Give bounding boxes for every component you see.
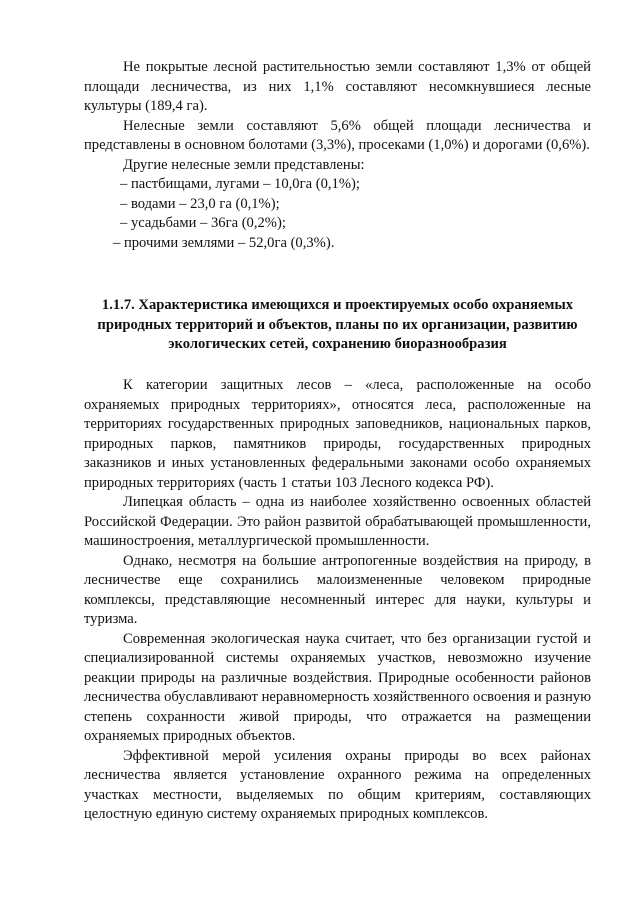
top-section: [84, 58, 591, 253]
paragraph-nonforest-land: Нелесные земли составляют 5,6% общей площади лесничества и представлены в основном болотами (3,3%), просеками (1,0%) и дорогами (0,6%).: [84, 117, 591, 153]
list-item-pastures: – пастбищами, лугами – 10,0га (0,1%);: [120, 176, 360, 192]
paragraph-protection-measure: Эффективной мерой усиления охраны природы во всех районах лесничества является установление охранного режима на определенных участках местности, выделяемых по общим критериям, составляющих целостную единую систему охраняемых природных комплексов.: [84, 747, 591, 822]
list-item-other-lands: – прочими землями – 52,0га (0,3%).: [113, 234, 335, 251]
list-item-homesteads: – усадьбами – 36га (0,2%);: [120, 215, 286, 231]
paragraph-protective-forests: К категории защитных лесов – «леса, расположенные на особо охраняемых природных территориях», относятся леса, расположенные на территориях государственных природных заповедников, национальных парков, природных парков, памятников природы, государственных природных заказников и иных установленных федеральными законами особо охраняемых природных территориях (часть 1 статьи 103 Лесного кодекса РФ).: [84, 377, 591, 491]
paragraph-preserved-complexes: Однако, несмотря на большие антропогенные воздействия на природу, в лесничестве еще сохранились малоизмененные человеком природные комплексы, представляющие несомненный интерес для науки, культуры и туризма.: [84, 552, 591, 627]
list-item-waters: – водами – 23,0 га (0,1%);: [120, 195, 280, 212]
paragraph-other-nonforest-intro: Другие нелесные земли представлены:: [123, 156, 365, 173]
paragraph-unforested-land: Не покрытые лесной растительностью земли составляют 1,3% от общей площади лесничества, из них 1,1% составляют несомкнувшиеся лесные культуры (189,4 га).: [84, 59, 591, 114]
body-section: [84, 376, 591, 825]
paragraph-lipetsk-region: Липецкая область – одна из наиболее хозяйственно освоенных областей Российской Федерации. Это район развитой обрабатывающей промышленности, машиностроения, металлургической промышленности.: [84, 494, 591, 549]
paragraph-ecological-science: Современная экологическая наука считает, что без организации густой и специализированной системы охраняемых участков, невозможно изучение реакции природы на различные воздействия. Природные особенности районов лесничества обуславливают неравномерность хозяйственного освоения и разную степень сохранности живой природы, что отражается на размещении охраняемых природных объектов.: [84, 630, 591, 744]
section-heading: 1.1.7. Характеристика имеющихся и проектируемых особо охраняемых природных территорий и объектов, планы по их организации, развитию экологических сетей, сохранению биоразнообразия: [97, 297, 578, 352]
